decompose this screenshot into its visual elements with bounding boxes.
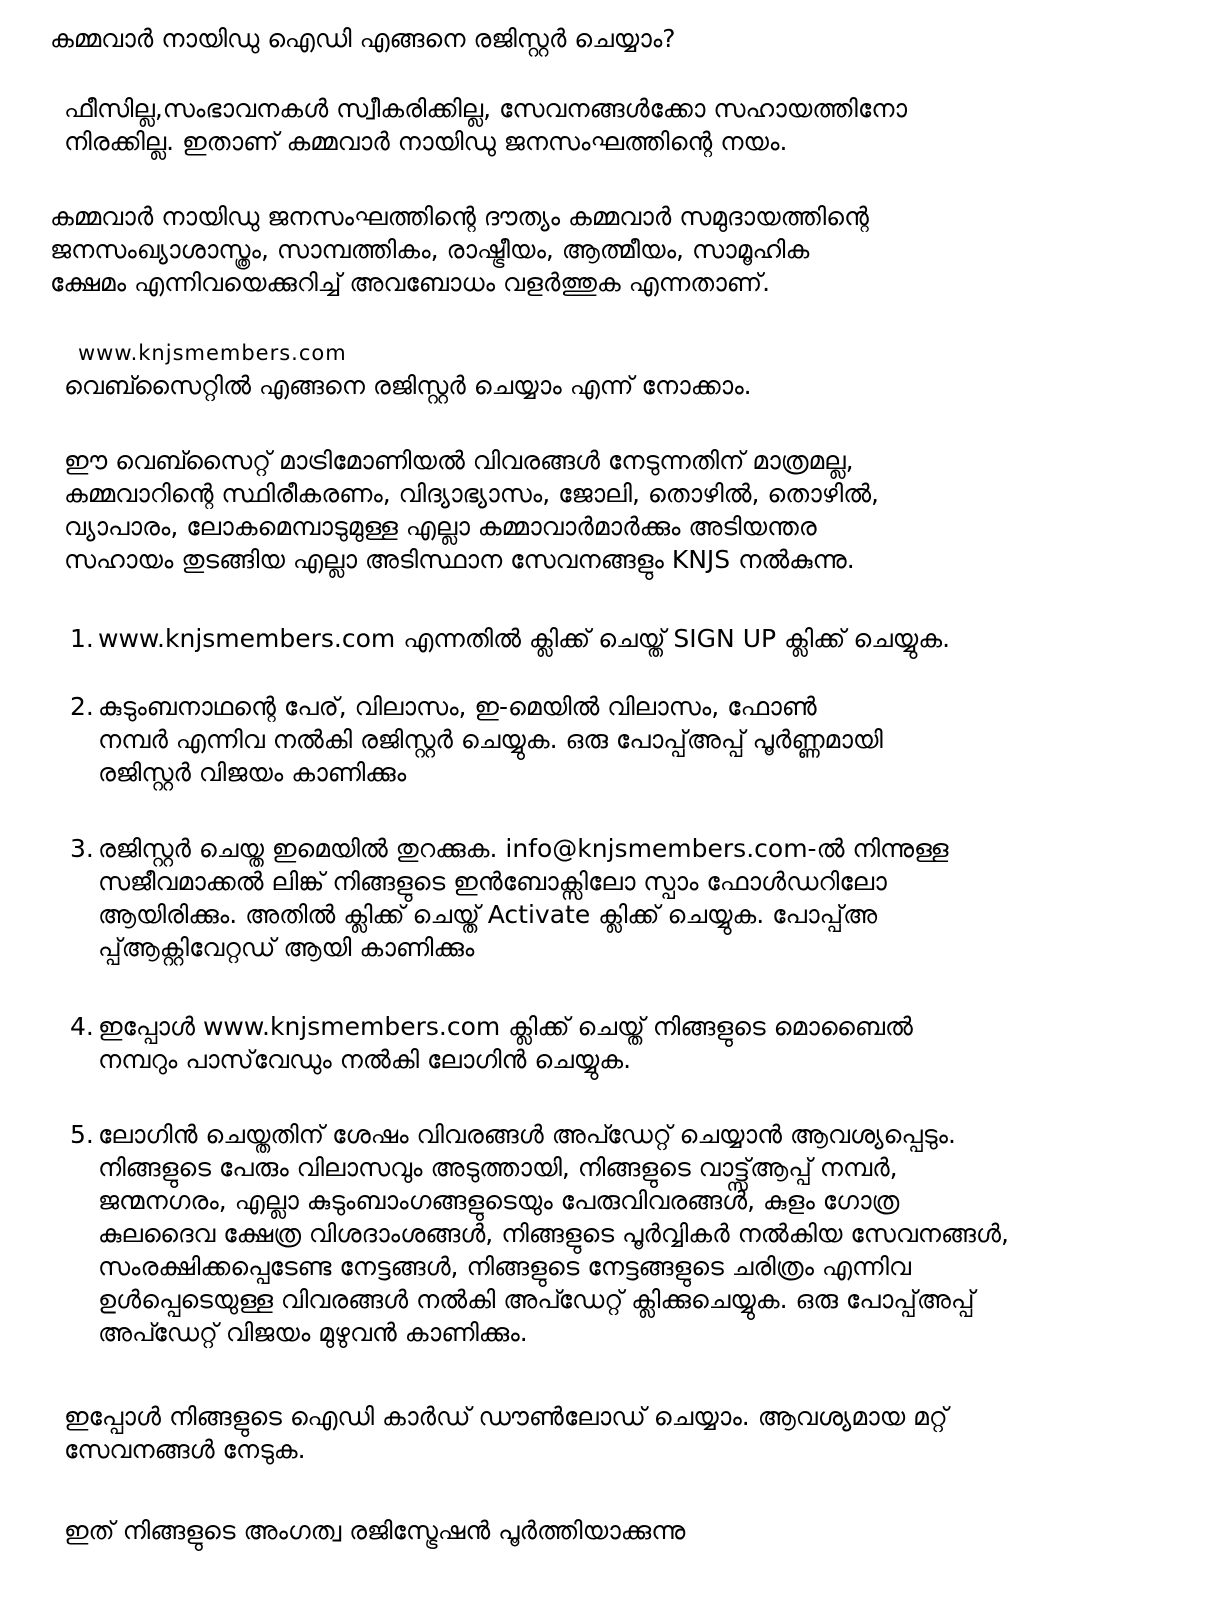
policy-line: ഫീസില്ല,സംഭാവനകൾ സ്വീകരിക്കില്ല, സേവനങ്ങൾക്കോ സഹായത്തിനോ [64,94,908,123]
step-1 [70,622,950,655]
mission-line: ജനസംഖ്യാശാസ്ത്രം, സാമ്പത്തികം, രാഷ്ട്രീയം, ആത്മീയം, സാമൂഹിക [50,235,810,264]
step-line: നമ്പർ എന്നിവ നൽകി രജിസ്റ്റർ ചെയ്യുക. ഒരു പോപ്പ്അപ്പ് പൂർണ്ണമായി [98,725,883,754]
website-url: www.knjsmembers.com [78,341,347,365]
closing-line: ഇത് നിങ്ങളുടെ അംഗത്വ രജിസ്ട്രേഷൻ പൂർത്തിയാക്കുന്നു [64,1516,686,1545]
website-intro-line: വെബ്സൈറ്റിൽ എങ്ങനെ രജിസ്റ്റർ ചെയ്യാം എന്ന് നോക്കാം. [64,371,752,400]
step-line: രജിസ്റ്റർ വിജയം കാണിക്കും [98,758,407,787]
download-line: ഇപ്പോൾ നിങ്ങളുടെ ഐഡി കാർഡ് ഡൗൺലോഡ് ചെയ്യാം. ആവശ്യമായ മറ്റ് [64,1402,948,1431]
step-number: 5. [70,1120,94,1149]
closing-paragraph [64,1514,685,1547]
step-line: സജീവമാക്കൽ ലിങ്ക് നിങ്ങളുടെ ഇൻബോക്സിലോ സ്പാം ഫോൾഡറിലോ [98,867,887,896]
policy-line: നിരക്കില്ല. ഇതാണ് കമ്മവാർ നായിഡു ജനസംഘത്തിന്റെ നയം. [64,127,788,156]
step-line: ജന്മനഗരം, എല്ലാ കുടുംബാംഗങ്ങളുടെയും പേരുവിവരങ്ങൾ, കുളം ഗോത്ര [98,1186,900,1215]
policy-paragraph [64,92,907,158]
mission-line: കമ്മവാർ നായിഡു ജനസംഘത്തിന്റെ ദൗത്യം കമ്മവാർ സമുദായത്തിന്റെ [50,202,869,231]
mission-paragraph [50,200,869,299]
step-line: ആയിരിക്കും. അതിൽ ക്ലിക്ക് ചെയ്ത് Activate ക്ലിക്ക് ചെയ്യുക. പോപ്പ്അ [98,900,878,929]
step-number: 3. [70,834,94,863]
services-line: സഹായം തുടങ്ങിയ എല്ലാ അടിസ്ഥാന സേവനങ്ങളും KNJS നൽകുന്നു. [64,545,855,574]
step-line: അപ്ഡേറ്റ് വിജയം മുഴുവൻ കാണിക്കും. [98,1318,528,1347]
step-line: ഉൾപ്പെടെയുള്ള വിവരങ്ങൾ നൽകി അപ്ഡേറ്റ് ക്ലിക്കുചെയ്യുക. ഒരു പോപ്പ്അപ്പ് [98,1285,975,1314]
step-line: നിങ്ങളുടെ പേരും വിലാസവും അടുത്തായി, നിങ്ങളുടെ വാട്ട്സ്ആപ്പ് നമ്പർ, [98,1153,898,1182]
step-5 [70,1118,1009,1349]
step-line: കുലദൈവ ക്ഷേത്ര വിശദാംശങ്ങൾ, നിങ്ങളുടെ പൂർവ്വികർ നൽകിയ സേവനങ്ങൾ, [98,1219,1009,1248]
step-3 [70,832,949,964]
step-line: നമ്പറും പാസ്‌വേഡും നൽകി ലോഗിൻ ചെയ്യുക. [98,1045,632,1074]
website-intro [64,369,752,402]
services-line: കമ്മവാറിന്റെ സ്ഥിരീകരണം, വിദ്യാഭ്യാസം, ജോലി, തൊഴിൽ, തൊഴിൽ, [64,479,879,508]
step-number: 1. [70,624,94,653]
services-line: ഈ വെബ്സൈറ്റ് മാട്രിമോണിയൽ വിവരങ്ങൾ നേടുന്നതിന് മാത്രമല്ല, [64,446,854,475]
download-line: സേവനങ്ങൾ നേടുക. [64,1435,306,1464]
step-line: രജിസ്റ്റർ ചെയ്ത ഇമെയിൽ തുറക്കുക. info@knjsmembers.com-ൽ നിന്നുള്ള [98,834,949,863]
step-4 [70,1010,913,1076]
step-line: സംരക്ഷിക്കപ്പെടേണ്ട നേട്ടങ്ങൾ, നിങ്ങളുടെ നേട്ടങ്ങളുടെ ചരിത്രം എന്നിവ [98,1252,911,1281]
page-title [50,22,676,55]
step-2 [70,690,883,789]
services-paragraph [64,444,879,576]
step-number: 4. [70,1012,94,1041]
services-line: വ്യാപാരം, ലോകമെമ്പാടുമുള്ള എല്ലാ കമ്മാവാർമാർക്കും അടിയന്തര [64,512,817,541]
step-line: പ്പ്ആക്റ്റിവേറ്റഡ് ആയി കാണിക്കും [98,933,475,962]
step-line: www.knjsmembers.com എന്നതിൽ ക്ലിക്ക് ചെയ്ത് SIGN UP ക്ലിക്ക് ചെയ്യുക. [98,624,951,653]
step-number: 2. [70,692,94,721]
step-line: ലോഗിൻ ചെയ്തതിന് ശേഷം വിവരങ്ങൾ അപ്ഡേറ്റ് ചെയ്യാൻ ആവശ്യപ്പെടും. [98,1120,956,1149]
mission-line: ക്ഷേമം എന്നിവയെക്കുറിച്ച് അവബോധം വളർത്തുക എന്നതാണ്. [50,268,771,297]
title-line: കമ്മവാർ നായിഡു ഐഡി എങ്ങനെ രജിസ്റ്റർ ചെയ്യാം? [50,24,676,53]
step-line: കുടുംബനാഥന്റെ പേര്, വിലാസം, ഇ-മെയിൽ വിലാസം, ഫോൺ [98,692,817,721]
download-paragraph [64,1400,948,1466]
step-line: ഇപ്പോൾ www.knjsmembers.com ക്ലിക്ക് ചെയ്ത് നിങ്ങളുടെ മൊബൈൽ [98,1012,913,1041]
